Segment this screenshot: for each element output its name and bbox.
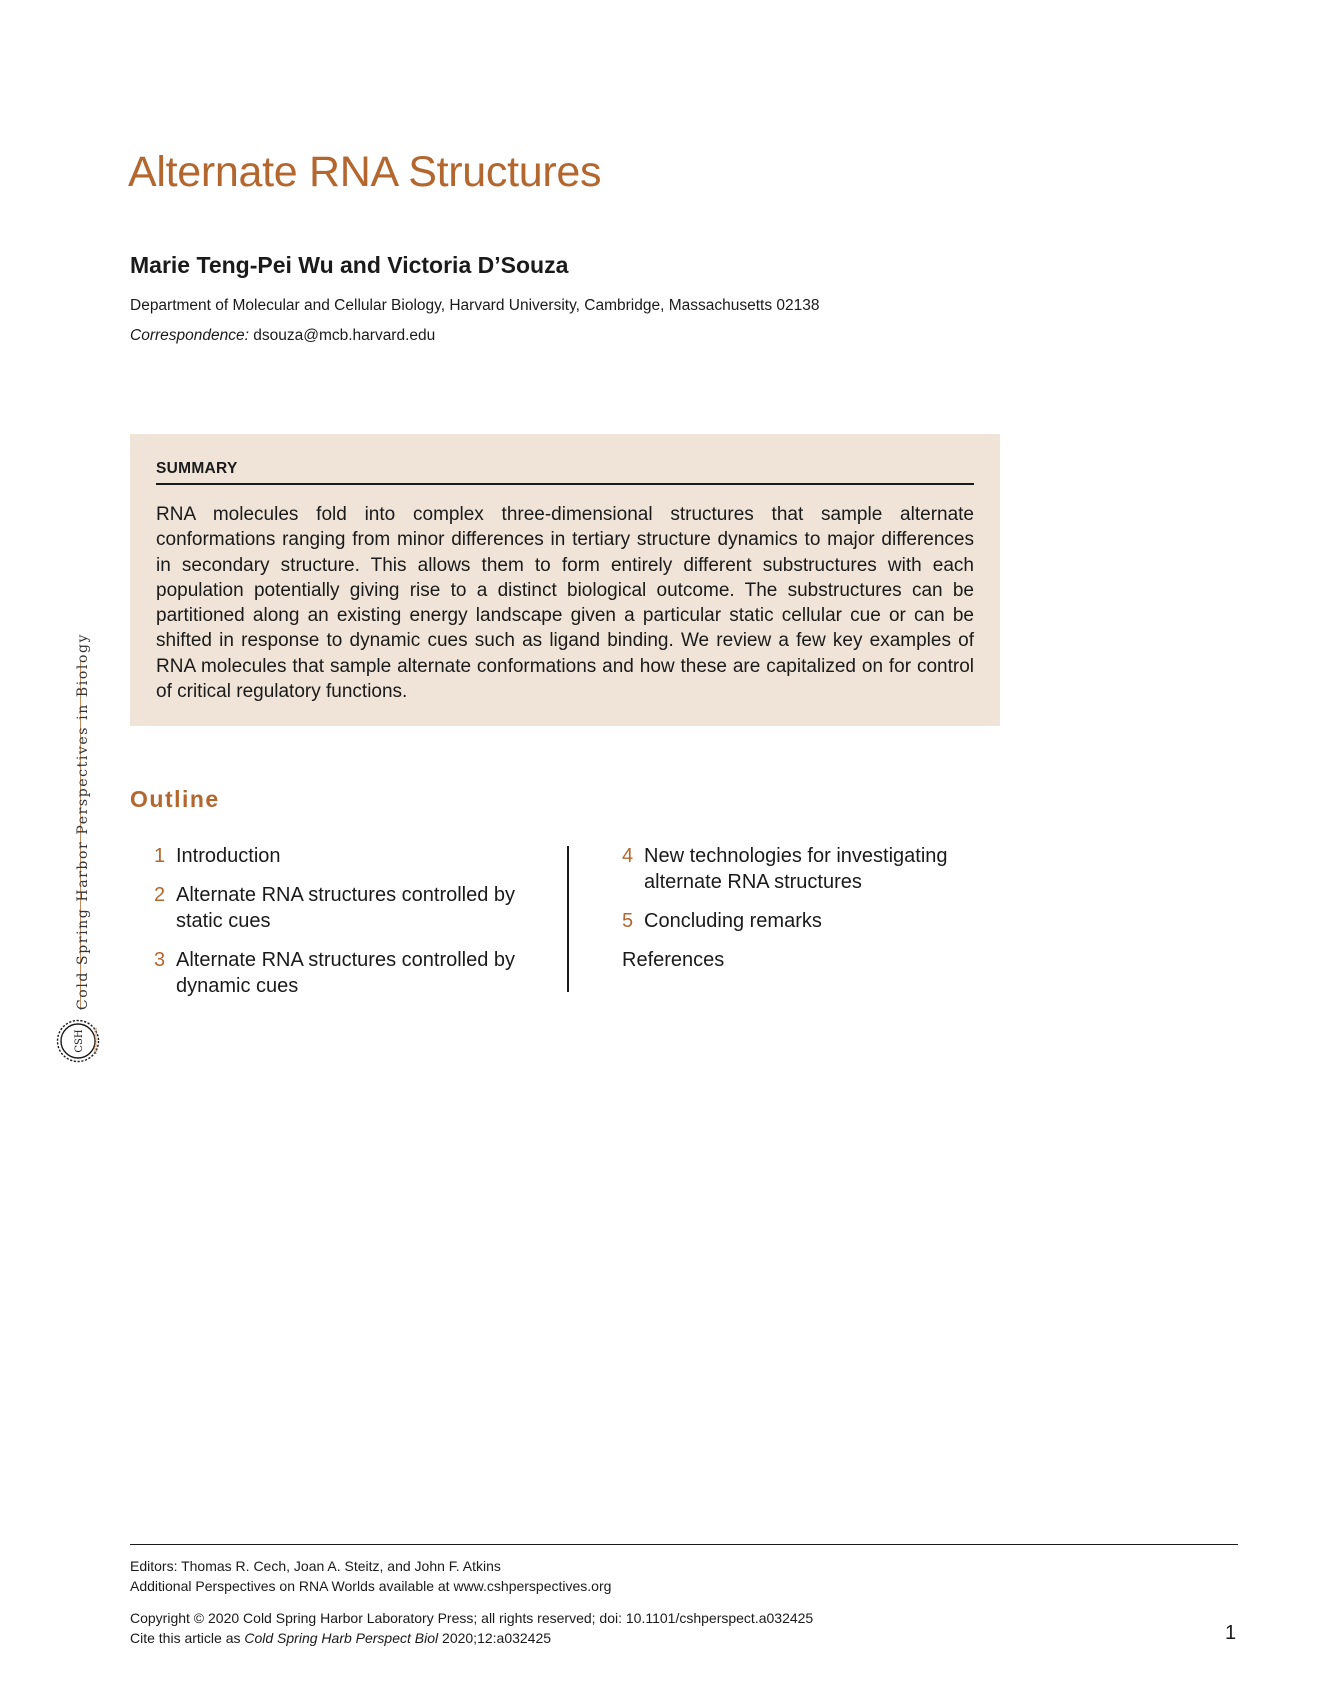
author-affiliation: Department of Molecular and Cellular Biology, Harvard University, Cambridge, Massachusetts 02138 bbox=[130, 297, 820, 314]
summary-text: RNA molecules fold into complex three-dimensional structures that sample alternate conformations ranging from minor differences in tertiary structure dynamics to major differences in secondary structure. This allows them to form entirely different substructures with each population potentially giving rise to a distinct biological outcome. The substructures can be partitioned along an existing energy landscape given a particular static cellular cue or can be shifted in response to dynamic cues such as ligand binding. We review a few key examples of RNA molecules that sample alternate conformations and how these are capitalized on for control of critical regulatory functions. bbox=[156, 504, 974, 703]
logo-text: CSH bbox=[74, 1029, 85, 1053]
outline-item[interactable] bbox=[154, 843, 554, 869]
correspondence bbox=[130, 327, 435, 345]
outline-right-column bbox=[622, 843, 1002, 986]
footer-rule bbox=[130, 1544, 1238, 1545]
outline-item[interactable] bbox=[622, 843, 1002, 895]
footer-copyright: Copyright © 2020 Cold Spring Harbor Laboratory Press; all rights reserved; doi: 10.1101/cshperspect.a032425 bbox=[130, 1610, 814, 1626]
summary-heading: SUMMARY bbox=[156, 460, 974, 485]
outline-item-label: Introduction bbox=[176, 845, 281, 867]
outline-item[interactable] bbox=[154, 947, 554, 999]
outline-item-label: Alternate RNA structures controlled by static cues bbox=[176, 884, 516, 932]
citation-journal: Cold Spring Harb Perspect Biol bbox=[244, 1630, 439, 1646]
outline-item-number: 4 bbox=[622, 845, 634, 867]
correspondence-label: Correspondence: bbox=[130, 327, 249, 344]
outline-item-label: New technologies for investigating alternate RNA structures bbox=[644, 845, 948, 893]
summary-box bbox=[130, 434, 1000, 726]
logo-subtext: PERSPECTIVES bbox=[94, 1027, 98, 1055]
footer-editors: Editors: Thomas R. Cech, Joan A. Steitz, and John F. Atkins bbox=[130, 1558, 501, 1574]
outline-references[interactable]: References bbox=[622, 949, 725, 971]
author-list: Marie Teng-Pei Wu and Victoria D’Souza bbox=[130, 252, 569, 278]
outline-item-label: Alternate RNA structures controlled by dynamic cues bbox=[176, 949, 516, 997]
outline-item-number: 2 bbox=[154, 884, 166, 906]
article-title: Alternate RNA Structures bbox=[128, 148, 602, 196]
citation-prefix: Cite this article as bbox=[130, 1630, 241, 1646]
outline-item[interactable] bbox=[154, 882, 554, 934]
outline-item-number: 3 bbox=[154, 949, 166, 971]
correspondence-email[interactable]: dsouza@mcb.harvard.edu bbox=[253, 327, 436, 344]
outline-item-number: 5 bbox=[622, 910, 634, 932]
citation-suffix: 2020;12:a032425 bbox=[442, 1630, 552, 1646]
sidebar-journal-name: Cold Spring Harbor Perspectives in Biology bbox=[75, 632, 91, 1010]
footer-additional-perspectives: Additional Perspectives on RNA Worlds available at www.cshperspectives.org bbox=[130, 1578, 612, 1594]
outline-item-label: Concluding remarks bbox=[644, 910, 822, 932]
outline-heading: Outline bbox=[130, 786, 220, 812]
csh-logo-icon bbox=[55, 1018, 101, 1064]
outline-item-number: 1 bbox=[154, 845, 166, 867]
footer-citation bbox=[130, 1630, 551, 1646]
page-number: 1 bbox=[1225, 1622, 1237, 1644]
outline-item[interactable] bbox=[622, 908, 1002, 934]
outline-left-column bbox=[154, 843, 554, 1012]
outline-divider bbox=[567, 846, 569, 992]
